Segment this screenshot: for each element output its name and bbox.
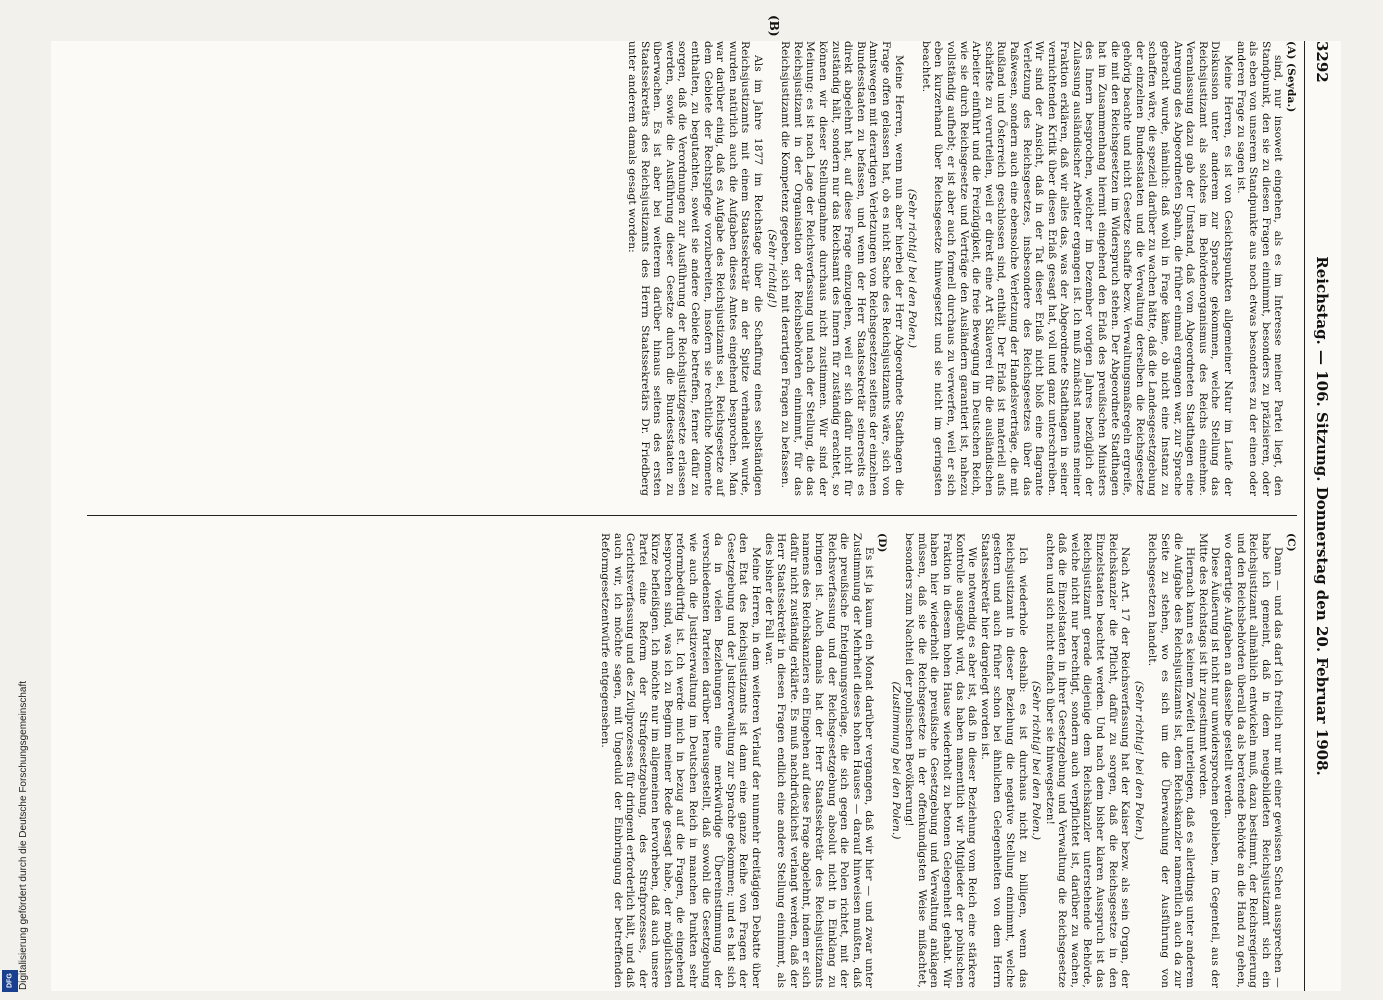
- page-header: [1301, 41, 1341, 991]
- right-paragraph: Diese Äußerung ist nicht nur unwidersprochen geblieben, im Gegenteil, aus der Mitte des Reichstags ist ihr zugestimmt worden.: [1196, 533, 1222, 988]
- right-paragraph: Ich wiederhole deshalb: es ist durchaus nicht zu billigen, wenn das Reichsjustizamt in dieser Beziehung die negative Stellung einnimmt, welche gestern und auch früher schon bei ähnlichen Gelegenheiten von dem Herrn Staatssekretär hier dargelegt worden ist.: [978, 533, 1029, 988]
- digitization-note: Digitalisierung gefördert durch die Deutsche Forschungsgemeinschaft: [18, 680, 29, 990]
- left-paragraph: Als im Jahre 1877 im Reichstage über die Schaffung eines selbständigen Reichsjustizamts mit einem Staatssekretär an der Spitze verhandelt wurde, wurden natürlich auch die Aufgaben dieses Amtes eingehend besprochen. Man war darüber einig, daß es Aufgabe des Reichsjustizamts sei, Reichsgesetze auf dem Gebiete der Rechtspflege vorzubereiten, insofern sie rechtliche Momente enthalten, zu begutachten, soweit sie andere Gebiete betreffen, ferner dafür zu sorgen, daß die Verordnungen zur Ausführung der Reichsjustizgesetze erlassen werden, sowie die Ausführung dieser Gesetze durch die Bundesstaaten zu überwachen. Es ist aber bei weiterem darüber hinaus seitens des ersten Staatssekretärs des Reichsjustizamts des Herrn Staatssekretärs Dr. Friedberg unter anderem damals gesagt worden:: [626, 41, 765, 496]
- interjection: (Sehr richtig! bei den Polen.): [1132, 680, 1145, 841]
- quote-paragraph: Dann — und das darf ich freilich nur mit einer gewissen Scheu aussprechen — habe ich gemeint, daß in dem neugebildeten Reichsjustizamt sich ein Reichsjustizamt allmählich entwickeln muß, dazu bestimmt, der Reichsregierung und den Reichsbehörden überall da als beratende Behörde an die Hand zu gehen, wo derartige Aufgaben an dasselbe gestellt werden.: [1222, 533, 1285, 988]
- right-paragraph: Hiernach kann es keinem Zweifel unterliegen, daß es allerdings unter anderem die Aufgabe des Reichsjustizamts ist, dem Reichskanzler namentlich auch da zur Seite zu stehen, wo es sich um die Überwachung der Ausführung von Reichsgesetzen handelt.: [1146, 533, 1197, 988]
- interjection: (Zustimmung bei den Polen.): [889, 681, 902, 840]
- left-paragraph: sind, nur insoweit eingehen, als es im Interesse meiner Partei liegt, den Standpunkt, den sie zu diesen Fragen einnimmt, besonders zu präzisieren, oder als eben von unserem Standpunkte aus noch etwas besonderes zu der einen oder anderen Frage zu sagen ist.: [1234, 41, 1285, 496]
- interjection: (Sehr richtig!): [765, 229, 778, 308]
- page-number: 3292: [1313, 41, 1331, 83]
- interjection: (Sehr richtig! bei den Polen.): [1030, 680, 1043, 841]
- digitization-sidebar: [4, 560, 29, 1000]
- left-column: [626, 41, 1297, 496]
- dfg-logo: DFG: [2, 970, 18, 992]
- page-title: Reichstag. — 106. Sitzung. Donnerstag den 20. Februar 1908.: [1313, 256, 1331, 776]
- marker-a: (A): [1285, 41, 1297, 60]
- header-rule: [1304, 41, 1305, 991]
- rotated-document-page: [51, 15, 1341, 991]
- column-divider: [87, 515, 1297, 516]
- right-paragraph: Es ist ja kaum ein Monat darüber vergangen, daß wir hier — und zwar unter Zustimmung der Mehrheit dieses hohen Hauses — darauf hinweisen mußten, daß die preußische Enteignungsvorlage, die sich gegen die Polen richtet, mit der Reichsverfassung und der Reichsgesetzgebung absolut nicht in Einklang zu bringen ist. Auch damals hat der Herr Staatssekretär des Reichsjustizamts namens des Reichskanzlers ein Eingehen auf diese Frage abgelehnt, indem er sich dafür nicht zuständig erklärte. Es muß nachdrücklichst verlangt werden, daß der Herr Staatssekretär in diesen Fragen endlich eine andere Stellung einnimmt, als dies bisher der Fall war.: [762, 533, 876, 988]
- right-column: [598, 533, 1297, 988]
- marker-d: (D): [876, 533, 888, 553]
- speaker-label: (Seyda.): [1285, 63, 1297, 113]
- right-paragraph: Meine Herren, in dem weiteren Verlauf der nunmehr dreitägigen Debatte über den Etat des Reichsjustizamts ist dann eine ganze Reihe von Fragen der Gesetzgebung und der Justizverwaltung zur Sprache gekommen; und es hat sich da in vielen Beziehungen eine merkwürdige Übereinstimmung der verschiedensten Parteien darüber herausgestellt, daß sowohl die Gesetzgebung wie auch die Justizverwaltung im Deutschen Reich in manchen Punkten sehr reformbedürftig ist. Ich werde mich in bezug auf die Fragen, die eingehend besprochen sind, was ich zu Beginn meiner Rede gesagt habe, der möglichsten Kürze befleißigen. Ich möchte nur im allgemeinen hervorheben, daß auch unsere Partei eine Reform der Strafgesetzgebung, des Strafprozesses, der Gerichtsverfassung und des Zivilprozesses für dringend erforderlich hält, und daß auch wir, ich möchte sagen, mit Ungeduld der Einbringung der betreffenden Reformgesetzentwürfe entgegensehen.: [598, 533, 763, 988]
- left-paragraph: Meine Herren, es ist von Gesichtspunkten allgemeiner Natur im Laufe der Diskussion unter anderem zur Sprache gekommen, welche Stellung das Reichsjustizamt als solches im Behördenorganismus des Reichs einnehme. Veranlassung dazu gab der Umstand, daß vom Abgeordneten Stadthagen eine Anregung des Abgeordneten Spahn, die früher einmal ergangen war, zur Sprache gebracht wurde, nämlich: daß wohl in Frage käme, ob nicht eine Instanz zu schaffen wäre, die speziell darüber zu wachen hätte, daß die Landesgesetzgebung der einzelnen Bundesstaaten und die Verwaltung derselben die Reichsgesetze gehörig beachte und nicht Gesetze schaffe bezw. Verwaltungsmaßregeln ergreife, die mit den Reichsgesetzen im Widerspruch stehen. Der Abgeordnete Stadthagen hat im Zusammenhang hiermit eingehend den Erlaß des preußischen Ministers des Innern besprochen, welcher im Dezember vorigen Jahres bezüglich der Zulassung ausländischer Arbeiter ergangen ist. Ich muß zunächst namens meiner Fraktion erklären, daß wir alles das, was der Abgeordnete Stadthagen in seiner vernichtenden Kritik über diesen Erlaß gesagt hat, voll und ganz unterschreiben. Wir sind der Ansicht, daß in der Tat dieser Erlaß nicht bloß eine flagrante Verletzung des Reichsgesetzes, insbesondere des Reichsgesetzes über das Paßwesen, sondern auch eine ebensolche Verletzung der Handelsverträge, die mit Rußland und Österreich geschlossen sind, enthält. Der Erlaß ist materiell aufs schärfste zu verurteilen, weil er direkt eine Art Sklaverei für die ausländischen Arbeiter einführt und die Freizügigkeit, die freie Bewegung im Deutschen Reich, wie sie durch Reichsgesetze und Verträge den Ausländern garantiert ist, nahezu vollständig aufhebt; er ist aber auch formell durchaus zu verwerfen, weil er sich eben kurzerhand über Reichsgesetze hinwegsetzt und sie nicht im geringsten beachtet.: [919, 41, 1235, 496]
- marker-c: (C): [1285, 533, 1297, 552]
- right-paragraph: Nach Art. 17 der Reichsverfassung hat der Kaiser bezw. als sein Organ, der Reichskanzler die Pflicht, dafür zu sorgen, daß die Reichsgesetze in den Einzelstaaten beachtet werden. Und nach dem bisher klaren Ausspruch ist das Reichsjustizamt gerade diejenige dem Reichskanzler unterstehende Behörde, welche nicht nur berechtigt, sondern auch verpflichtet ist, darüber zu wachen, daß die Einzelstaaten in ihrer Gesetzgebung und Verwaltung die Reichsgesetze achten und sich nicht einfach über sie hinwegsetzen!: [1043, 533, 1132, 988]
- interjection: (Sehr richtig! bei den Polen.): [906, 188, 919, 349]
- marker-b: (B): [767, 15, 781, 37]
- left-paragraph: Meine Herren, wenn nun aber hierbei der Herr Abgeordnete Stadthagen die Frage offen gelassen hat, ob es nicht Sache des Reichsjustizamts wäre, sich von Amtswegen mit derartigen Verletzungen von Reichsgesetzen seitens der einzelnen Bundesstaaten zu befassen, und wenn der Herr Staatssekretär seinerseits es direkt abgelehnt hat, auf diese Frage einzugehen, weil er sich dafür nicht für zuständig hält, sondern nur das Reichsamt des Innern für zuständig erachtet, so können wir dieser Stellungnahme durchaus nicht zustimmen. Wir sind der Meinung: es ist nach Lage der Reichsverfassung und nach der Stellung, die das Reichsjustizamt in der Organisation der Reichsbehörden einnimmt, für das Reichsjustizamt die Kompetenz gegeben, sich mit derartigen Fragen zu befassen.: [779, 41, 905, 496]
- right-paragraph: Wie notwendig es aber ist, daß in dieser Beziehung vom Reich eine stärkere Kontrolle ausgeübt wird, das haben namentlich wir Mitglieder der polnischen Fraktion in diesem hohen Hause wiederholt zu betonen Gelegenheit gehabt. Wir haben hier wiederholt die preußische Gesetzgebung und Verwaltung anklagen müssen, daß sie die Reichsgesetze in der offenkundigsten Weise mißachtet, besonders zum Nachteil der polnischen Bevölkerung!: [903, 533, 979, 988]
